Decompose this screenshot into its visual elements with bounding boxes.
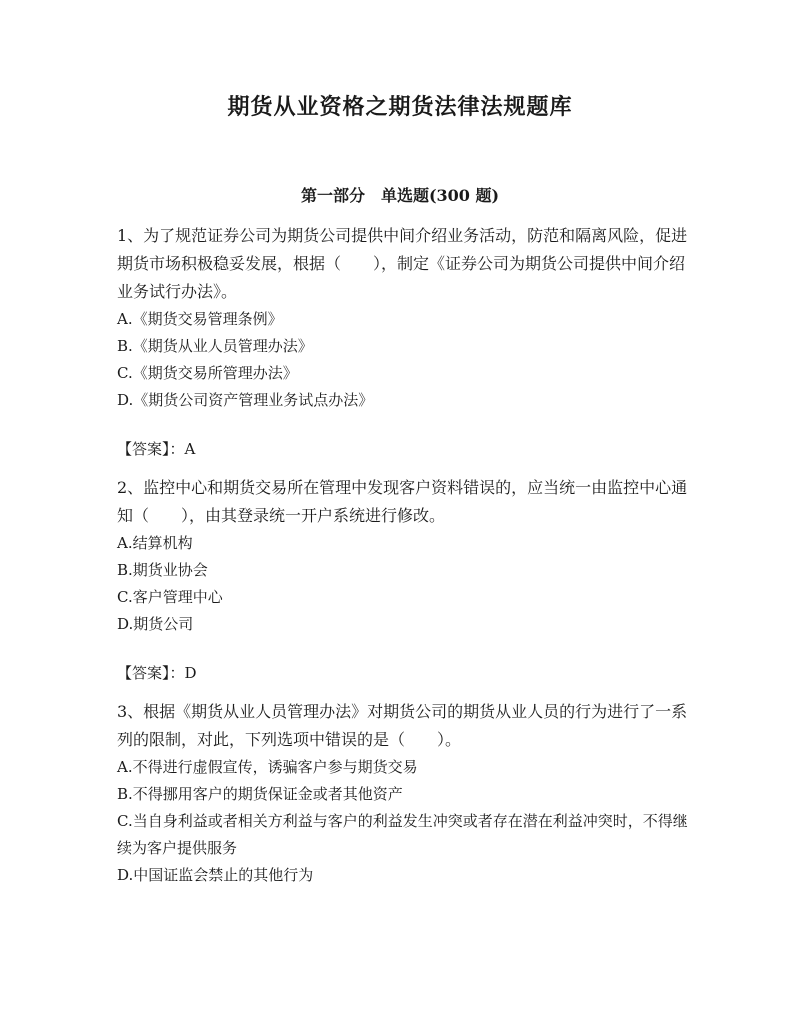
option-a: A.《期货交易管理条例》 (117, 310, 283, 328)
question-3 (117, 698, 697, 889)
question-1 (117, 222, 697, 474)
option-c: C.客户管理中心 (117, 588, 223, 606)
option-d: D.中国证监会禁止的其他行为 (117, 866, 314, 884)
option-d: D.《期货公司资产管理业务试点办法》 (117, 391, 374, 409)
question-text: 1、为了规范证券公司为期货公司提供中间介绍业务活动，防范和隔离风险，促进期货市场积极稳妥发展，根据（ ），制定《证券公司为期货公司提供中间介绍业务试行办法》。 (117, 226, 688, 301)
option-b: B.不得挪用客户的期货保证金或者其他资产 (117, 785, 403, 803)
option-a: A.不得进行虚假宣传，诱骗客户参与期货交易 (117, 758, 418, 776)
section-title: 第一部分 单选题(300 题) (300, 186, 500, 205)
answer-label: 【答案】：A (117, 440, 196, 458)
option-a: A.结算机构 (117, 534, 193, 552)
question-2 (117, 474, 697, 698)
document-title: 期货从业资格之期货法律法规题库 (227, 94, 573, 120)
answer-label: 【答案】：D (117, 664, 197, 682)
option-d: D.期货公司 (117, 615, 194, 633)
question-text: 2、监控中心和期货交易所在管理中发现客户资料错误的，应当统一由监控中心通知（ ），由其登录统一开户系统进行修改。 (117, 478, 688, 525)
question-list (117, 222, 697, 889)
option-b: B.《期货从业人员管理办法》 (117, 337, 313, 355)
option-c: C.《期货交易所管理办法》 (117, 364, 298, 382)
question-text: 3、根据《期货从业人员管理办法》对期货公司的期货从业人员的行为进行了一系列的限制，对此，下列选项中错误的是（ ）。 (117, 702, 688, 749)
option-b: B.期货业协会 (117, 561, 208, 579)
option-c: C.当自身利益或者相关方利益与客户的利益发生冲突或者存在潜在利益冲突时，不得继续为客户提供服务 (117, 812, 688, 857)
